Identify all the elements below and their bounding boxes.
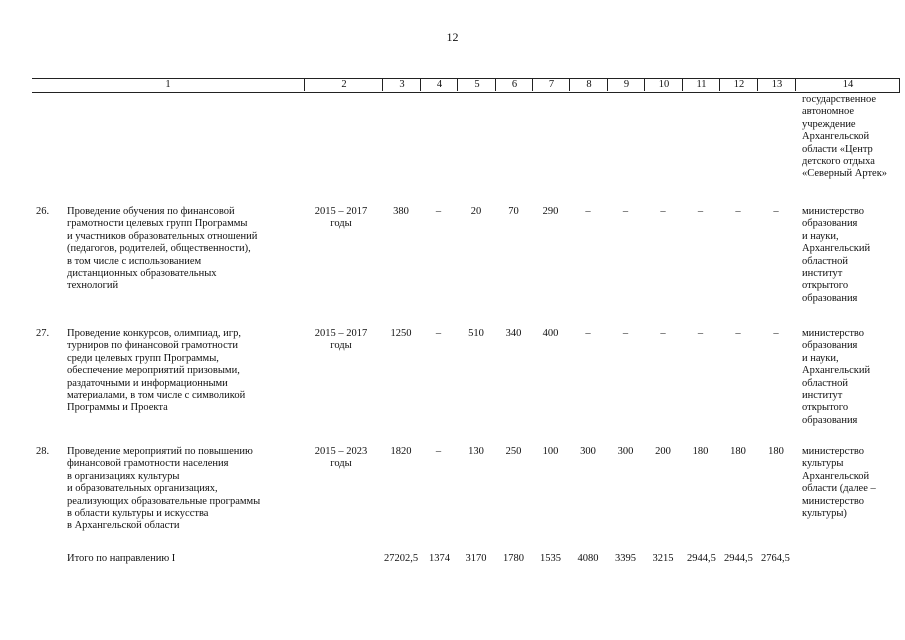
total-value: 2944,5 (687, 553, 716, 564)
total-value: 3170 (465, 553, 487, 564)
row-value: 380 (393, 206, 409, 217)
header-col-2: 2 (304, 78, 383, 91)
total-value: 27202,5 (383, 553, 419, 564)
row-number: 26. (36, 206, 50, 217)
header-col-11: 11 (682, 78, 720, 91)
row-value: 20 (470, 206, 482, 217)
row-value: – (773, 328, 779, 339)
row-value: 130 (468, 446, 484, 457)
page-number: 12 (446, 30, 459, 44)
header-col-12: 12 (719, 78, 758, 91)
row-value: – (660, 206, 666, 217)
header-col-10: 10 (644, 78, 683, 91)
header-col-9: 9 (607, 78, 645, 91)
row-name: Проведение мероприятий по повышению финансовой грамотности населения в организациях культуры и образовательных организациях, реализующих образовательные программы в области культуры и искусства в Архангельской области (67, 446, 261, 532)
row-number: 28. (36, 446, 50, 457)
row-executor: министерство образования и науки, Архангельский областной институт открытого образования (802, 328, 871, 426)
row-value: 300 (580, 446, 596, 457)
row-value: 200 (655, 446, 671, 457)
header-col-3: 3 (382, 78, 421, 91)
total-value: 2764,5 (761, 553, 790, 564)
row-value: 1250 (390, 328, 412, 339)
row-value: – (735, 206, 741, 217)
row-value: – (585, 328, 591, 339)
row-value: 100 (542, 446, 559, 457)
header-col-6: 6 (495, 78, 533, 91)
row-value: 70 (508, 206, 519, 217)
row-period: 2015 – 2017 годы (314, 206, 368, 230)
header-col-4: 4 (420, 78, 458, 91)
total-value: 2944,5 (724, 553, 753, 564)
header-col-7: 7 (532, 78, 570, 91)
carry-over-executor: государственное автономное учреждение Архангельской области «Центр детского отдыха «Северный Артек» (802, 94, 888, 180)
header-col-14: 14 (795, 78, 900, 91)
header-col-13: 13 (757, 78, 796, 91)
row-executor: министерство образования и науки, Архангельский областной институт открытого образования (802, 206, 871, 304)
row-value: – (697, 328, 704, 339)
row-period: 2015 – 2023 годы (314, 446, 368, 470)
row-value: – (773, 206, 779, 217)
row-value: 510 (468, 328, 484, 339)
row-value: – (435, 206, 442, 217)
row-value: – (735, 328, 741, 339)
row-period: 2015 – 2017 годы (314, 328, 368, 352)
row-name: Проведение обучения по финансовой грамотности целевых групп Программы и участников образовательных отношений (педагогов, родителей, общественности), в том числе с использованием дистанционных образовательных технологий (67, 206, 258, 292)
total-value: 1780 (503, 553, 524, 564)
row-executor: министерство культуры Архангельской области (далее – министерство культуры) (802, 446, 876, 520)
row-number: 27. (36, 328, 50, 339)
total-value: 1535 (540, 553, 561, 564)
row-value: 180 (768, 446, 784, 457)
row-value: 290 (542, 206, 559, 217)
row-value: – (660, 328, 666, 339)
row-value: – (622, 328, 629, 339)
header-col-1: 1 (165, 79, 171, 90)
row-value: 400 (542, 328, 559, 339)
row-value: 300 (617, 446, 634, 457)
row-value: 180 (730, 446, 746, 457)
row-name: Проведение конкурсов, олимпиад, игр, турниров по финансовой грамотности среди целевых групп Программы, обеспечение мероприятий призовыми, раздаточными и информационными материалами, в том числе с символикой Программы и Проекта (67, 328, 246, 414)
header-col-8: 8 (569, 78, 608, 91)
row-value: 1820 (390, 446, 412, 457)
header-col-5: 5 (457, 78, 496, 91)
total-label: Итого по направлению I (67, 553, 176, 564)
row-value: – (585, 206, 591, 217)
total-value: 4080 (577, 553, 599, 564)
row-value: – (622, 206, 629, 217)
total-value: 3215 (652, 553, 674, 564)
row-value: – (435, 446, 442, 457)
row-value: 340 (505, 328, 522, 339)
total-value: 3395 (615, 553, 636, 564)
row-value: 250 (505, 446, 522, 457)
row-value: – (697, 206, 704, 217)
row-value: 180 (692, 446, 709, 457)
row-value: – (435, 328, 442, 339)
total-value: 1374 (429, 553, 450, 564)
